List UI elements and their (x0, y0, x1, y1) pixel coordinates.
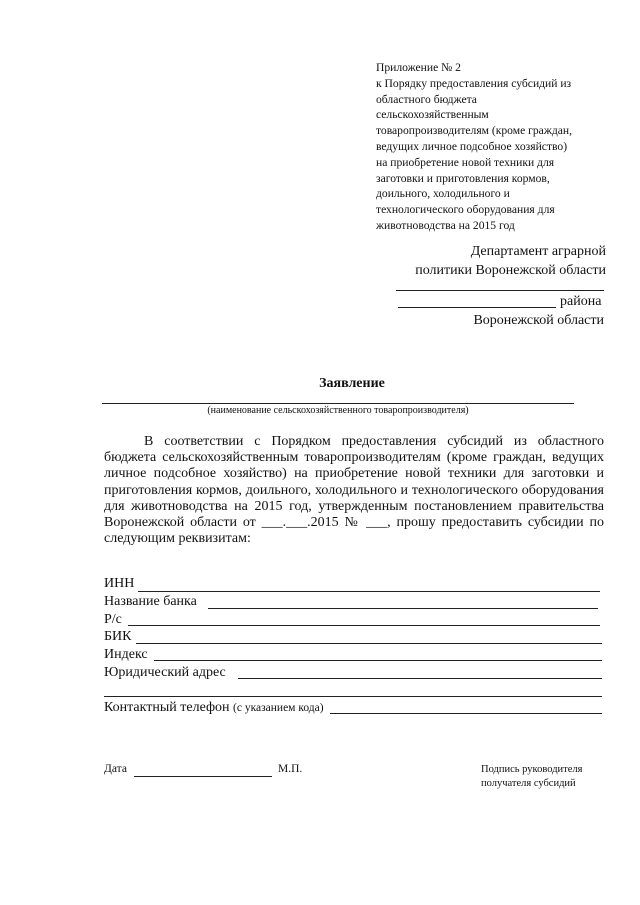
appendix-line: к Порядку предоставления субсидий из (376, 76, 572, 90)
legal-address-label: Юридический адрес (104, 665, 226, 680)
phone-label-text: Контактный телефон (104, 700, 230, 715)
applicant-name-line[interactable] (102, 403, 574, 404)
stamp-label: М.П. (278, 763, 303, 775)
region-label: Воронежской области (473, 313, 604, 328)
phone-label (104, 700, 324, 716)
appendix-line: ведущих личное подсобное хозяйство) (376, 139, 568, 153)
bik-field[interactable] (136, 643, 602, 644)
body-paragraph-wrap (104, 434, 604, 547)
phone-field[interactable] (330, 713, 602, 714)
addressee-line-2: политики Воронежской области (415, 263, 606, 278)
appendix-line: животноводства на 2015 год (376, 218, 515, 232)
body-paragraph: В соответствии с Порядком предоставления субсидий из областного бюджета сельскохозяйственным товаропроизводителям (кроме граждан, ведущих личное подсобное хозяйство) на приобретение новой техники для заготовки и приготовления кормов, доильного, холодильного и технологического оборудования для животноводства на 2015 год, утвержденным постановлением правительства Воронежской области от ___.___.2015 № ___, прошу предоставить субсидии по следующим реквизитам: (104, 434, 604, 547)
appendix-line: доильного, холодильного и (376, 187, 510, 201)
index-field[interactable] (154, 660, 602, 661)
appendix-line: на приобретение новой техники для (376, 155, 555, 169)
signature-line-1: Подпись руководителя (481, 764, 583, 775)
date-field[interactable] (134, 776, 272, 777)
date-label: Дата (104, 763, 127, 775)
inn-label: ИНН (104, 576, 135, 591)
document-title: Заявление (319, 376, 385, 391)
district-name-line[interactable] (396, 290, 604, 291)
legal-address-field[interactable] (238, 678, 602, 679)
appendix-line: сельскохозяйственным (376, 108, 489, 122)
account-label: Р/с (104, 612, 122, 627)
phone-note: (с указанием кода) (233, 702, 324, 714)
appendix-line: заготовки и приготовления кормов, (376, 171, 550, 185)
appendix-header (376, 60, 621, 234)
appendix-line: технологического оборудования для (376, 203, 555, 217)
legal-address-field-2[interactable] (104, 696, 602, 697)
appendix-line: областного бюджета (376, 92, 477, 106)
bik-label: БИК (104, 629, 132, 644)
appendix-line: Приложение № 2 (376, 61, 461, 74)
signature-block (481, 763, 582, 791)
account-field[interactable] (128, 625, 600, 626)
signature-line-2: получателя субсидий (481, 778, 576, 789)
inn-field[interactable] (138, 591, 600, 592)
addressee-block (415, 242, 606, 280)
bank-label: Название банка (104, 594, 197, 609)
applicant-name-caption: (наименование сельскохозяйственного товаропроизводителя) (207, 405, 469, 416)
appendix-line: товаропроизводителям (кроме граждан, (376, 124, 572, 138)
bank-field[interactable] (208, 608, 598, 609)
district-suffix: района (560, 294, 602, 309)
addressee-line-1: Департамент аграрной (470, 244, 606, 259)
district-blank-line[interactable] (398, 307, 556, 308)
index-label: Индекс (104, 647, 148, 662)
